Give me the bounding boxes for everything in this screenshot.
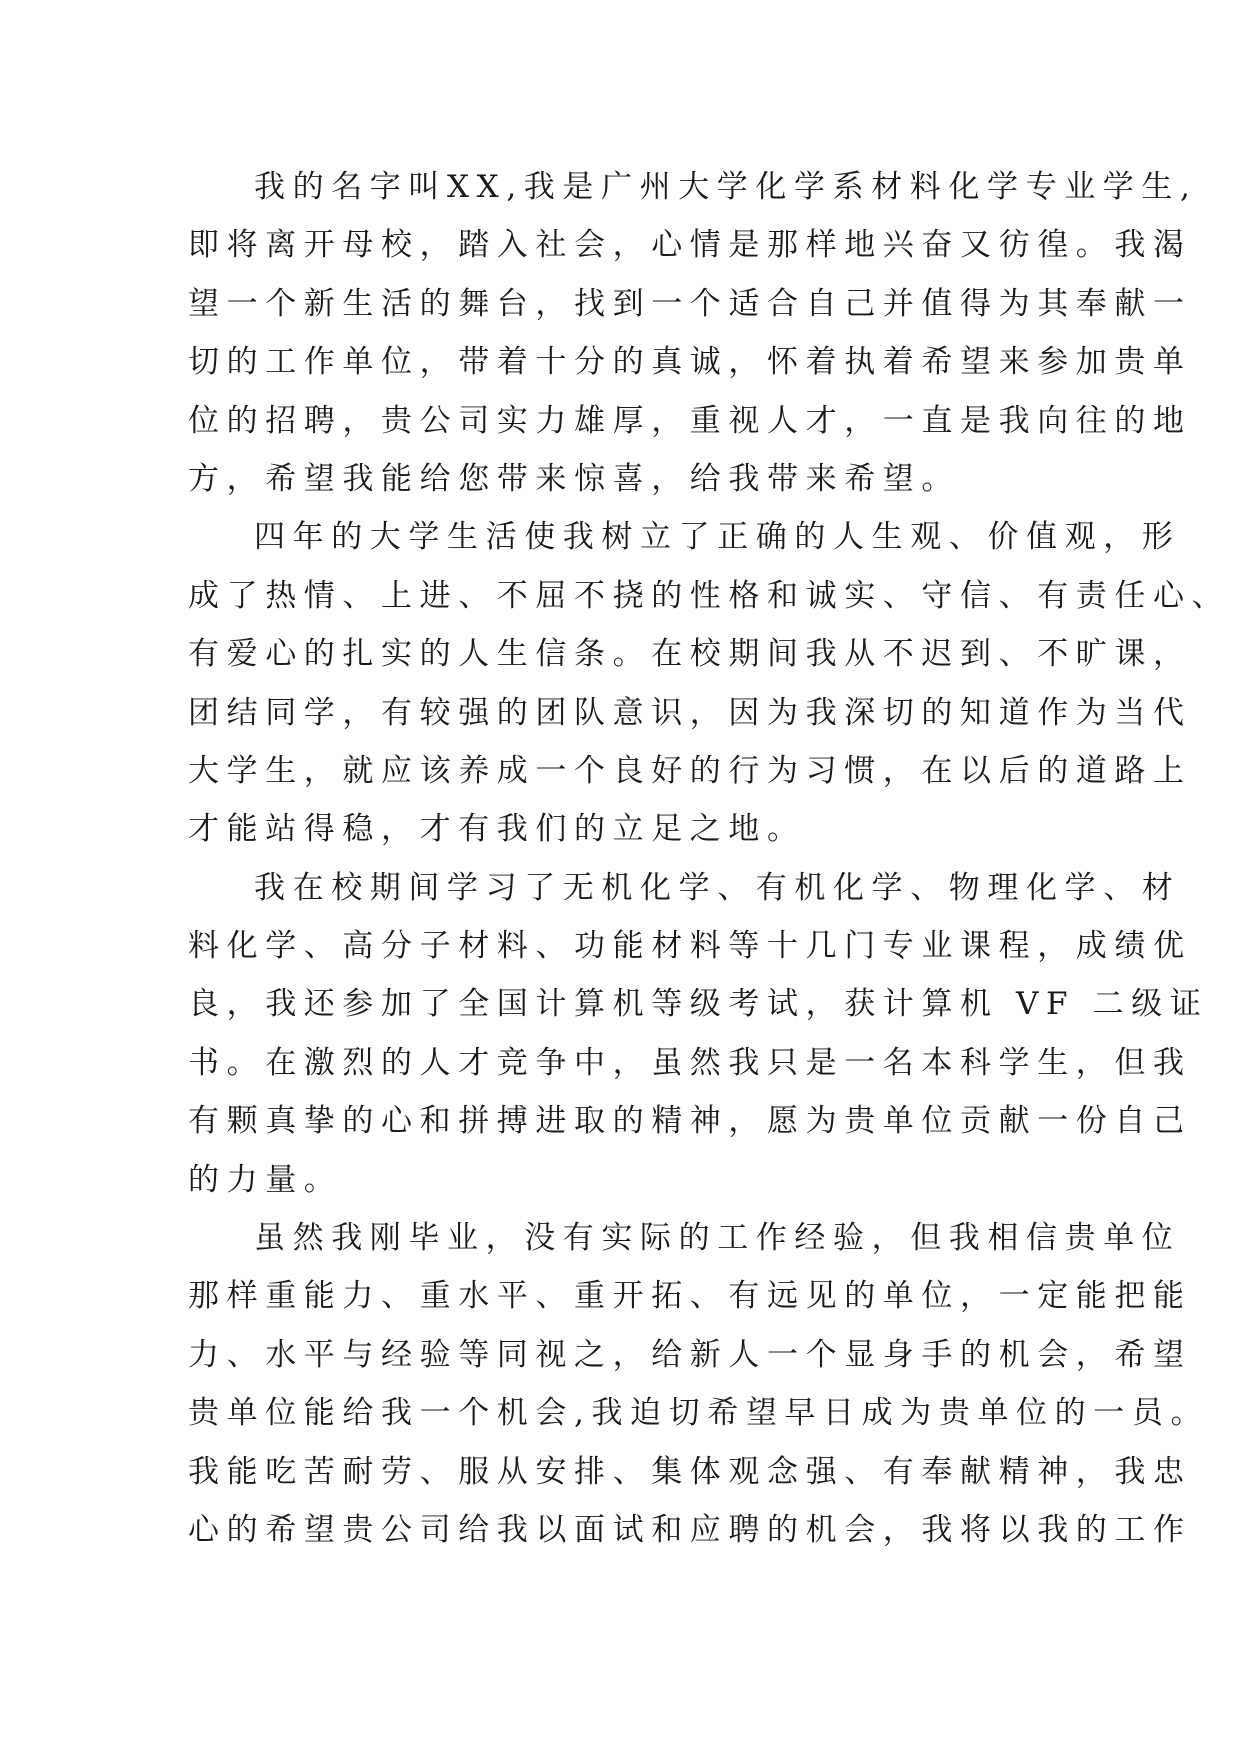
text-line: 我的名字叫XX,我是广州大学化学系材料化学专业学生, xyxy=(254,169,1198,205)
text-line: 良，我还参加了全国计算机等级考试，获计算机 VF 二级证 xyxy=(188,986,1209,1023)
text-line: 成了热情、上进、不屈不挠的性格和诚实、守信、有责任心、 xyxy=(188,577,1231,614)
text-line: 位的招聘，贵公司实力雄厚，重视人才，一直是我向往的地 xyxy=(188,402,1192,439)
text-line: 我在校期间学习了无机化学、有机化学、物理化学、材 xyxy=(254,869,1181,906)
text-line: 贵单位能给我一个机会,我迫切希望早日成为贵单位的一员。 xyxy=(188,1395,1210,1432)
text-line: 切的工作单位，带着十分的真诚，怀着执着希望来参加贵单 xyxy=(188,344,1192,381)
paragraph-request xyxy=(188,1209,1210,1559)
text-line: 大学生，就应该养成一个良好的行为习惯，在以后的道路上 xyxy=(188,752,1192,789)
text-line: 有颗真挚的心和拼搏进取的精神，愿为贵单位贡献一份自己 xyxy=(188,1103,1192,1140)
text-line: 团结同学，有较强的团队意识，因为我深切的知道作为当代 xyxy=(188,694,1192,731)
text-line: 即将离开母校，踏入社会，心情是那样地兴奋又彷徨。我渴 xyxy=(188,227,1192,264)
paragraph-education xyxy=(188,859,1209,1209)
text-line: 那样重能力、重水平、重开拓、有远见的单位，一定能把能 xyxy=(188,1278,1192,1315)
paragraph-character xyxy=(188,508,1231,858)
letter-body xyxy=(188,158,1231,1559)
text-line: 的力量。 xyxy=(188,1161,343,1198)
text-line: 才能站得稳，才有我们的立足之地。 xyxy=(188,811,806,848)
text-line: 力、水平与经验等同视之，给新人一个显身手的机会，希望 xyxy=(188,1336,1192,1373)
text-line: 料化学、高分子材料、功能材料等十几门专业课程，成绩优 xyxy=(188,928,1192,965)
text-line: 方，希望我能给您带来惊喜，给我带来希望。 xyxy=(188,460,960,497)
text-line: 望一个新生活的舞台，找到一个适合自己并值得为其奉献一 xyxy=(188,285,1192,322)
text-line: 我能吃苦耐劳、服从安排、集体观念强、有奉献精神，我忠 xyxy=(188,1453,1192,1490)
text-line: 心的希望贵公司给我以面试和应聘的机会，我将以我的工作 xyxy=(188,1511,1192,1548)
paragraph-introduction xyxy=(188,158,1198,508)
text-line: 四年的大学生活使我树立了正确的人生观、价值观，形 xyxy=(254,519,1181,556)
text-line: 虽然我刚毕业，没有实际的工作经验，但我相信贵单位 xyxy=(254,1220,1181,1257)
text-line: 有爱心的扎实的人生信条。在校期间我从不迟到、不旷课， xyxy=(188,636,1192,673)
text-line: 书。在激烈的人才竞争中，虽然我只是一名本科学生，但我 xyxy=(188,1044,1192,1081)
